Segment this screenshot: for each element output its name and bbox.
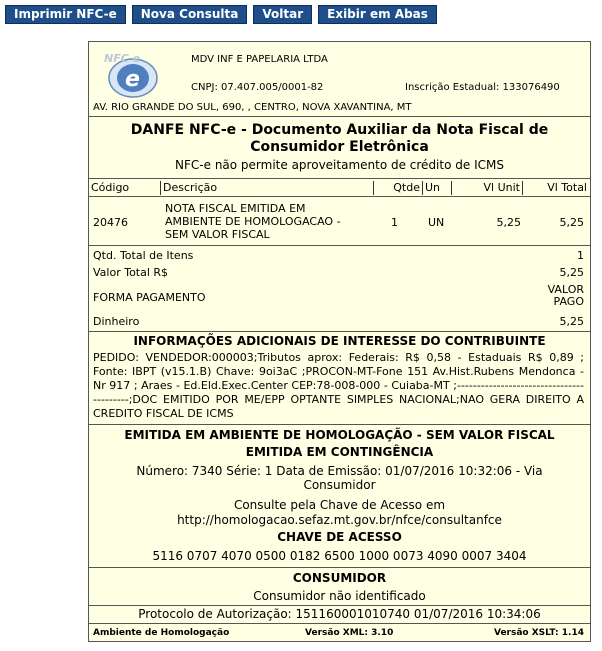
item-description-line: SEM VALOR FISCAL	[165, 228, 270, 241]
icms-notice: NFC-e não permite aproveitamento de crédito de ICMS	[175, 158, 504, 172]
divider	[89, 331, 590, 332]
additional-info-text: PEDIDO: VENDEDOR:000003;Tributos aprox: Federais: R$ 0,58 - Estaduais R$ 0,89 ; Fonte: IBPT (v15.1.B) Chave: 9oi3aC ;PROCON-MT-Fone 151 Av.Hist.Rubens Mendonca - Nr 917 ; Araes - Ed.Eld.Exec.Center CEP:78-008-000 - Cuiaba-MT ;-----------------------------------------;DOC EMITIDO POR ME/EPP OPTANTE SIMPLES NACIONAL;NAO GERA DIREITO A CREDITO FISCAL DE ICMS	[93, 351, 584, 420]
total-value-label: Valor Total R$	[93, 266, 169, 279]
authorization-protocol: Protocolo de Autorização: 151160001010740 01/07/2016 10:34:06	[138, 607, 541, 621]
document-title-line1: DANFE NFC-e - Documento Auxiliar da Nota Fiscal de	[130, 122, 549, 138]
divider	[89, 196, 590, 197]
item-description	[165, 202, 341, 241]
homologation-notice: EMITIDA EM AMBIENTE DE HOMOLOGAÇÃO - SEM VALOR FISCAL	[124, 428, 555, 442]
col-header-unit: Un	[422, 181, 451, 195]
nfce-logo-icon	[97, 48, 161, 100]
item-unit-value: 5,25	[496, 216, 521, 229]
consult-info	[89, 498, 590, 528]
col-header-qty: Qtde	[373, 181, 424, 195]
company-name: MDV INF E PAPELARIA LTDA	[191, 54, 328, 65]
cash-label: Dinheiro	[93, 315, 140, 328]
paid-value-label-line: VALOR	[547, 283, 584, 296]
environment-label: Ambiente de Homologação	[93, 628, 230, 638]
cash-value: 5,25	[559, 315, 584, 328]
xslt-version: Versão XSLT: 1.14	[493, 628, 584, 638]
total-items-value: 1	[577, 249, 584, 262]
divider	[89, 245, 590, 246]
access-key-title: CHAVE DE ACESSO	[277, 530, 402, 544]
consumer-title: CONSUMIDOR	[292, 571, 387, 585]
issue-info-line: Consumidor	[303, 478, 376, 492]
contingency-notice: EMITIDA EM CONTINGÊNCIA	[245, 445, 434, 459]
svg-text:e: e	[125, 67, 140, 92]
divider	[89, 178, 590, 179]
col-header-description: Descrição	[160, 181, 372, 195]
danfe-receipt	[88, 41, 591, 642]
divider	[89, 623, 590, 624]
item-unit: UN	[428, 216, 445, 229]
back-button[interactable]: Voltar	[253, 5, 312, 24]
total-value: 5,25	[559, 266, 584, 279]
access-key-value: 5116 0707 4070 0500 0182 6500 1000 0073 4090 0007 3404	[152, 549, 527, 563]
item-code: 20476	[93, 216, 128, 229]
toolbar	[5, 5, 437, 24]
company-address: AV. RIO GRANDE DO SUL, 690, , CENTRO, NOVA XAVANTINA, MT	[93, 102, 412, 113]
show-tabs-button[interactable]: Exibir em Abas	[318, 5, 437, 24]
print-nfce-button[interactable]: Imprimir NFC-e	[5, 5, 126, 24]
item-total: 5,25	[559, 216, 584, 229]
issue-info	[89, 464, 590, 492]
divider	[89, 605, 590, 606]
document-title-line2: Consumidor Eletrônica	[250, 139, 429, 155]
divider	[89, 116, 590, 117]
new-query-button[interactable]: Nova Consulta	[132, 5, 248, 24]
document-title	[89, 122, 590, 156]
company-cnpj: CNPJ: 07.407.005/0001-82	[191, 82, 324, 93]
divider	[89, 567, 590, 568]
col-header-code: Código	[91, 181, 130, 194]
paid-value-label	[548, 284, 584, 308]
consumer-value: Consumidor não identificado	[253, 589, 426, 603]
consult-info-line: Consulte pela Chave de Acesso em	[233, 498, 446, 512]
state-registration: Inscrição Estadual: 133076490	[405, 82, 560, 93]
consult-url: http://homologacao.sefaz.mt.gov.br/nfce/consultanfce	[177, 513, 502, 527]
total-items-label: Qtd. Total de Itens	[93, 249, 194, 262]
payment-method-label: FORMA PAGAMENTO	[93, 291, 206, 304]
item-qty: 1	[391, 216, 398, 229]
divider	[89, 424, 590, 425]
paid-value-label-line: PAGO	[553, 295, 584, 308]
col-header-total: Vl Total	[522, 181, 589, 195]
col-header-unit-value: Vl Unit	[451, 181, 522, 195]
svg-text:NFC e: NFC e	[104, 52, 141, 65]
issue-info-line: Número: 7340 Série: 1 Data de Emissão: 01/07/2016 10:32:06 - Via	[136, 464, 543, 478]
item-description-line: NOTA FISCAL EMITIDA EM	[165, 202, 306, 215]
xml-version: Versão XML: 3.10	[305, 628, 394, 638]
item-description-line: AMBIENTE DE HOMOLOGACAO -	[165, 215, 341, 228]
additional-info-title: INFORMAÇÕES ADICIONAIS DE INTERESSE DO CONTRIBUINTE	[133, 334, 546, 348]
